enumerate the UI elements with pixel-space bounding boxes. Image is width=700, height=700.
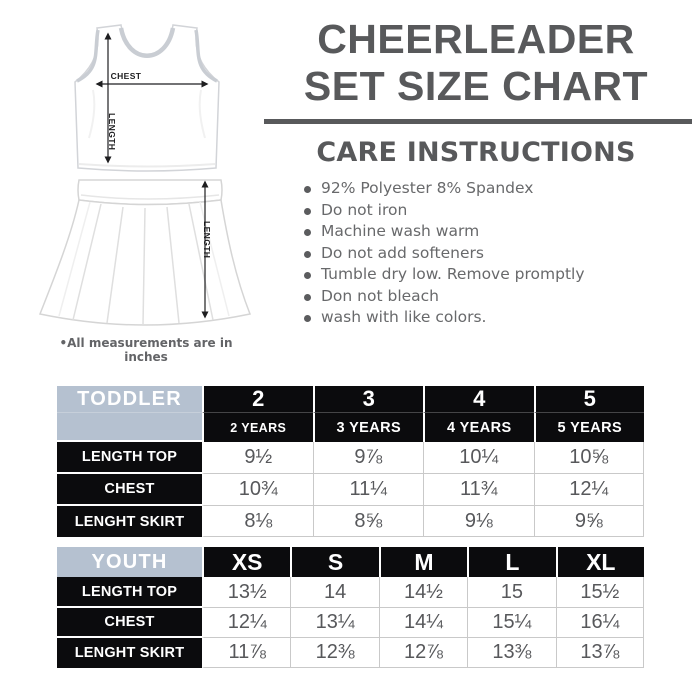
- youth-row-label: CHEST: [57, 608, 202, 638]
- bullet-icon: [304, 294, 311, 301]
- measurements-note: •All measurements are in inches: [59, 336, 233, 364]
- youth-group-header: YOUTH: [57, 547, 202, 577]
- care-item: [304, 308, 694, 330]
- toddler-group-header: TODDLER: [57, 386, 202, 413]
- toddler-age-header: 2 YEARS: [202, 413, 313, 442]
- skirt-length-measure-label: LENGTH: [202, 221, 212, 259]
- youth-size-header: XL: [556, 547, 644, 577]
- page-title-line1: CHEERLEADER: [317, 16, 635, 62]
- youth-value: 15¼: [467, 608, 555, 638]
- care-item: [304, 222, 694, 244]
- youth-value: 13⅞: [556, 638, 644, 668]
- title-divider: [264, 119, 692, 124]
- toddler-size-header: 4: [423, 386, 534, 413]
- toddler-value: 8⅛: [202, 506, 313, 537]
- youth-size-header: L: [467, 547, 555, 577]
- youth-row-label: LENGTH TOP: [57, 577, 202, 608]
- care-item-text: Don not bleach: [321, 286, 440, 305]
- youth-size-header: XS: [202, 547, 290, 577]
- bullet-icon: [304, 186, 311, 193]
- youth-value: 12⅞: [379, 638, 467, 668]
- youth-value: 11⅞: [202, 638, 290, 668]
- care-instructions-list: [258, 179, 694, 330]
- toddler-value: 8⅝: [313, 506, 424, 537]
- youth-value: 15: [467, 577, 555, 608]
- page-title-line2: SET SIZE CHART: [303, 63, 649, 109]
- care-item-text: Machine wash warm: [321, 222, 480, 240]
- youth-size-header: M: [379, 547, 467, 577]
- youth-value: 13⅜: [467, 638, 555, 668]
- toddler-value: 9⅞: [313, 442, 424, 474]
- pleated-skirt-illustration: [33, 174, 257, 326]
- care-item-text: Tumble dry low. Remove promptly: [321, 265, 585, 283]
- toddler-size-header: 2: [202, 386, 313, 413]
- care-item-text: wash with like colors.: [321, 308, 487, 326]
- youth-value: 12¼: [202, 608, 290, 638]
- youth-value: 13½: [202, 577, 290, 608]
- care-item-text: Do not iron: [321, 200, 408, 219]
- bullet-icon: [304, 272, 311, 279]
- toddler-age-header: 4 YEARS: [423, 413, 534, 442]
- toddler-value: 12¼: [534, 474, 645, 506]
- youth-value: 15½: [556, 577, 644, 608]
- bullet-icon: [304, 251, 311, 258]
- care-item-text: 92% Polyester 8% Spandex: [321, 179, 534, 197]
- care-item: [304, 265, 694, 287]
- toddler-row-label: LENGTH TOP: [57, 442, 202, 474]
- toddler-age-header: 3 YEARS: [313, 413, 424, 442]
- header-section: [258, 16, 694, 330]
- toddler-size-table: [57, 386, 644, 537]
- youth-size-header: S: [290, 547, 378, 577]
- toddler-size-header: 3: [313, 386, 424, 413]
- youth-size-table: [57, 547, 644, 668]
- toddler-row-label: CHEST: [57, 474, 202, 506]
- toddler-value: 10⅝: [534, 442, 645, 474]
- youth-row-label: LENGHT SKIRT: [57, 638, 202, 668]
- toddler-value: 10¼: [423, 442, 534, 474]
- care-item: [304, 179, 694, 201]
- chest-measure-label: CHEST: [110, 71, 142, 81]
- bullet-icon: [304, 229, 311, 236]
- care-item: [304, 201, 694, 223]
- toddler-age-header: 5 YEARS: [534, 413, 645, 442]
- youth-value: 14½: [379, 577, 467, 608]
- toddler-row-label: LENGHT SKIRT: [57, 506, 202, 537]
- toddler-size-header: 5: [534, 386, 645, 413]
- toddler-value: 9⅛: [423, 506, 534, 537]
- bullet-icon: [304, 208, 311, 215]
- toddler-value: 10¾: [202, 474, 313, 506]
- youth-value: 12⅜: [290, 638, 378, 668]
- care-item-text: Do not add softeners: [321, 243, 484, 262]
- care-item: [304, 287, 694, 309]
- care-item: [304, 244, 694, 266]
- youth-value: 14: [290, 577, 378, 608]
- toddler-empty-header-cell: [57, 413, 202, 442]
- bullet-icon: [304, 315, 311, 322]
- top-length-measure-label: LENGTH: [107, 113, 117, 151]
- toddler-value: 9⅝: [534, 506, 645, 537]
- toddler-value: 9½: [202, 442, 313, 474]
- toddler-value: 11¼: [313, 474, 424, 506]
- care-instructions-title: CARE INSTRUCTIONS: [316, 137, 636, 168]
- youth-value: 14¼: [379, 608, 467, 638]
- youth-value: 13¼: [290, 608, 378, 638]
- youth-value: 16¼: [556, 608, 644, 638]
- toddler-value: 11¾: [423, 474, 534, 506]
- crop-top-illustration: [53, 18, 241, 176]
